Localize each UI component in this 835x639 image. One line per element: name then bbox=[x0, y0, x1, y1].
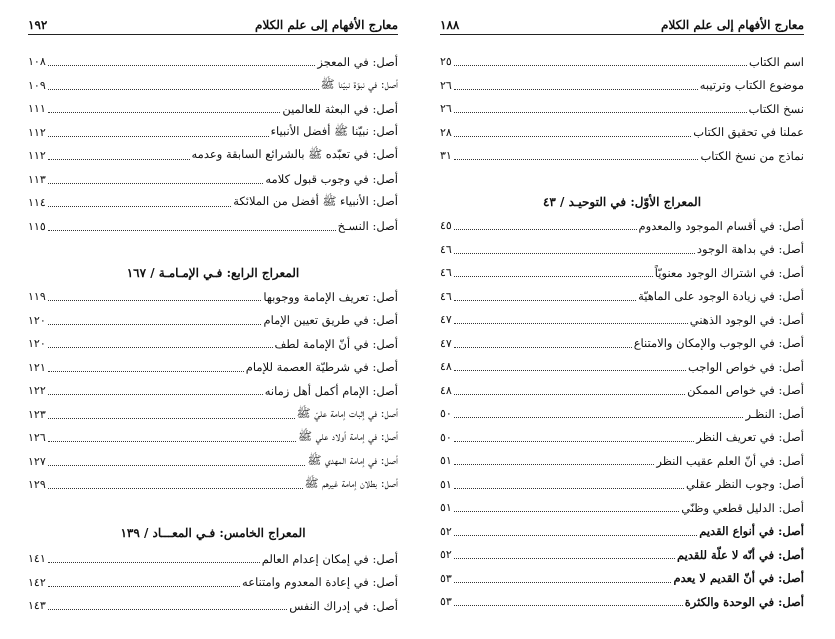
dot-leader bbox=[48, 609, 287, 610]
toc-entry-title: أصل: في أنّ القديم لا يعدم bbox=[673, 571, 804, 586]
toc-entry-page-number: ٢٦ bbox=[440, 102, 452, 116]
toc-entry-title: أصل: النظـر bbox=[745, 406, 804, 421]
toc-entry-title: أصل: الأنبياء ﷺ أفضل من الملائكة bbox=[233, 194, 398, 209]
toc-entry-title: اسم الكتاب bbox=[749, 54, 804, 69]
right-page-header bbox=[440, 12, 804, 35]
dot-leader bbox=[48, 65, 316, 66]
section-title-maad: المعراج الخامس: فـي المعـــاد / ١٣٩ bbox=[120, 526, 306, 540]
dot-leader bbox=[454, 464, 655, 465]
toc-entry-title: أصل: في أقسام الموجود والمعدوم bbox=[638, 218, 804, 233]
toc-entry bbox=[28, 215, 398, 239]
toc-entry bbox=[440, 496, 804, 520]
toc-entry bbox=[28, 97, 398, 121]
dot-leader bbox=[48, 230, 336, 231]
toc-entry-title: أصل: في الوحدة والكثرة bbox=[684, 594, 804, 609]
running-title: معارج الأفهام إلى علم الكلام bbox=[255, 18, 398, 32]
toc-entry bbox=[440, 50, 804, 74]
dot-leader bbox=[48, 89, 319, 90]
toc-entry bbox=[28, 473, 398, 497]
page-number: ١٩٢ bbox=[28, 18, 48, 32]
toc-entry bbox=[28, 332, 398, 356]
section-title-tawhid: المعراج الأوّل: في التوحيـد / ٤٣ bbox=[542, 195, 702, 209]
toc-entry-page-number: ١٢٦ bbox=[28, 431, 46, 445]
toc-entry-title: أصل: في الوجود الذهني bbox=[689, 312, 804, 327]
toc-entry-title: أصل: في إمامة أولاد علي ﷺ bbox=[298, 429, 398, 444]
toc-entry-title: أصل: في أنّه لا علّة للقديم bbox=[677, 547, 804, 562]
toc-entry bbox=[440, 473, 804, 497]
running-title: معارج الأفهام إلى علم الكلام bbox=[661, 18, 804, 32]
toc-entry bbox=[440, 285, 804, 309]
toc-entry bbox=[28, 426, 398, 450]
toc-entry-title: أصل: في خواص الممكن bbox=[687, 383, 804, 398]
dot-leader bbox=[48, 347, 273, 348]
toc-entry-page-number: ٤٦ bbox=[440, 289, 452, 303]
toc-entry-page-number: ١٤٢ bbox=[28, 575, 46, 589]
toc-entry-page-number: ٥٠ bbox=[440, 430, 452, 444]
toc-entry bbox=[28, 594, 398, 618]
toc-entry-page-number: ٥٢ bbox=[440, 524, 452, 538]
toc-entry bbox=[440, 520, 804, 544]
toc-entry-page-number: ٥١ bbox=[440, 477, 452, 491]
toc-entry-title: أصل: في إمامة المهدي ﷺ bbox=[307, 452, 398, 467]
toc-entry-title: أصل: في البعثة للعالمين bbox=[282, 101, 398, 116]
section-title-imamate: المعراج الرابع: فـي الإمـامـة / ١٦٧ bbox=[126, 266, 300, 280]
toc-entry bbox=[440, 261, 804, 285]
dot-leader bbox=[454, 159, 699, 160]
dot-leader bbox=[48, 112, 281, 113]
toc-entry bbox=[440, 402, 804, 426]
toc-entry bbox=[28, 571, 398, 595]
toc-entry-page-number: ٢٥ bbox=[440, 55, 452, 69]
dot-leader bbox=[454, 276, 653, 277]
toc-entry bbox=[28, 168, 398, 192]
toc-entry-title: أصل: في إعادة المعدوم وامتناعه bbox=[242, 575, 398, 590]
dot-leader bbox=[454, 605, 683, 606]
left-page bbox=[28, 0, 398, 639]
toc-entry-page-number: ١١٢ bbox=[28, 125, 46, 139]
toc-entry-page-number: ١٢١ bbox=[28, 360, 46, 374]
toc-entry-page-number: ١١٩ bbox=[28, 290, 46, 304]
toc-entry-title: أصل: الدليل قطعي وظنّي bbox=[681, 500, 804, 515]
toc-entry-page-number: ٥٣ bbox=[440, 595, 452, 609]
toc-entry-page-number: ١٠٩ bbox=[28, 78, 46, 92]
toc-entry-title: أصل: النسـخ bbox=[337, 219, 398, 234]
toc-list bbox=[28, 547, 398, 618]
dot-leader bbox=[48, 586, 240, 587]
toc-entry bbox=[440, 74, 804, 98]
toc-entry-page-number: ١٠٨ bbox=[28, 55, 46, 69]
toc-entry bbox=[440, 543, 804, 567]
toc-entry bbox=[28, 144, 398, 168]
toc-entry-page-number: ٥٣ bbox=[440, 571, 452, 585]
toc-entry-title: أصل: في الوجوب والإمكان والامتناع bbox=[633, 336, 804, 351]
toc-entry-title: أصل: في إمكان إعدام العالم bbox=[261, 551, 398, 566]
toc-entry-title: أصل: في أنّ العلم عقيب النظر bbox=[656, 453, 804, 468]
dot-leader bbox=[454, 370, 686, 371]
dot-leader bbox=[48, 300, 262, 301]
toc-entry-title: أصل: في تعبّده ﷺ بالشرائع السابقة وعدمه bbox=[191, 147, 398, 162]
dot-leader bbox=[454, 558, 675, 559]
toc-entry-title: أصل: في زيادة الوجود على الماهيّة bbox=[638, 289, 804, 304]
toc-entry bbox=[440, 214, 804, 238]
toc-entry bbox=[440, 121, 804, 145]
toc-entry-page-number: ١٤١ bbox=[28, 552, 46, 566]
toc-entry-title: نسخ الكتاب bbox=[748, 101, 804, 116]
toc-entry-page-number: ٥٢ bbox=[440, 548, 452, 562]
toc-entry-page-number: ١٢٢ bbox=[28, 384, 46, 398]
toc-entry bbox=[28, 356, 398, 380]
toc-list bbox=[28, 50, 398, 238]
toc-entry-title: أصل: في خواص الواجب bbox=[688, 359, 804, 374]
dot-leader bbox=[454, 582, 672, 583]
toc-entry bbox=[28, 285, 398, 309]
dot-leader bbox=[454, 89, 698, 90]
toc-entry-page-number: ٢٨ bbox=[440, 125, 452, 139]
toc-entry-title: أصل: في تعريف النظر bbox=[696, 430, 804, 445]
toc-entry-page-number: ١٢٣ bbox=[28, 407, 46, 421]
toc-entry bbox=[440, 144, 804, 168]
toc-entry-title: أصل: في المعجز bbox=[317, 54, 398, 69]
toc-entry-page-number: ٤٨ bbox=[440, 383, 452, 397]
dot-leader bbox=[48, 324, 262, 325]
dot-leader bbox=[48, 562, 260, 563]
dot-leader bbox=[454, 229, 637, 230]
dot-leader bbox=[48, 159, 190, 160]
dot-leader bbox=[48, 488, 303, 489]
toc-entry bbox=[28, 74, 398, 98]
dot-leader bbox=[454, 417, 744, 418]
toc-entry-title: أصل: في إثبات إمامة عليّ ﷺ bbox=[296, 405, 398, 420]
toc-entry-title: أصل: في طريق تعيين الإمام bbox=[263, 313, 398, 328]
toc-entry-page-number: ١٢٠ bbox=[28, 337, 46, 351]
dot-leader bbox=[454, 511, 679, 512]
toc-entry-title: أصل: في بداهة الوجود bbox=[696, 242, 804, 257]
toc-entry-title: أصل: في وجوب قبول كلامه bbox=[265, 172, 398, 187]
dot-leader bbox=[48, 394, 263, 395]
dot-leader bbox=[48, 418, 295, 419]
toc-entry-page-number: ١٤٣ bbox=[28, 599, 46, 613]
toc-entry-page-number: ٥١ bbox=[440, 501, 452, 515]
toc-entry-page-number: ١٢٠ bbox=[28, 313, 46, 327]
dot-leader bbox=[48, 371, 244, 372]
toc-entry-title: أصل: في شرطيّة العصمة للإمام bbox=[245, 360, 398, 375]
toc-entry-page-number: ١١٢ bbox=[28, 149, 46, 163]
toc-entry-page-number: ٤٦ bbox=[440, 266, 452, 280]
dot-leader bbox=[48, 465, 306, 466]
toc-entry bbox=[440, 426, 804, 450]
toc-entry bbox=[440, 379, 804, 403]
dot-leader bbox=[48, 136, 269, 137]
toc-entry-title: أصل: في إدراك النفس bbox=[289, 598, 398, 613]
dot-leader bbox=[48, 183, 264, 184]
toc-entry-page-number: ٤٦ bbox=[440, 242, 452, 256]
toc-entry bbox=[28, 191, 398, 215]
toc-entry bbox=[440, 567, 804, 591]
dot-leader bbox=[454, 112, 747, 113]
toc-entry-page-number: ١١٣ bbox=[28, 172, 46, 186]
dot-leader bbox=[454, 300, 636, 301]
dot-leader bbox=[454, 441, 694, 442]
dot-leader bbox=[48, 206, 232, 207]
dot-leader bbox=[454, 136, 691, 137]
toc-entry-title: أصل: في أنواع القديم bbox=[699, 524, 804, 539]
dot-leader bbox=[48, 441, 296, 442]
dot-leader bbox=[454, 347, 632, 348]
toc-entry bbox=[28, 403, 398, 427]
toc-entry-page-number: ١٢٧ bbox=[28, 454, 46, 468]
toc-entry-title: أصل: في نبوّة نبيّنا ﷺ bbox=[320, 76, 398, 91]
toc-entry bbox=[28, 50, 398, 74]
toc-entry-title: أصل: بطلان إمامة غيرهم ﷺ bbox=[304, 476, 398, 491]
dot-leader bbox=[454, 65, 747, 66]
toc-entry-page-number: ٣١ bbox=[440, 149, 452, 163]
toc-entry-page-number: ١١٤ bbox=[28, 196, 46, 210]
toc-entry-title: أصل: في اشتراك الوجود معنويّاً bbox=[654, 265, 804, 280]
toc-entry bbox=[440, 449, 804, 473]
toc-entry bbox=[440, 355, 804, 379]
toc-entry-title: موضوع الكتاب وترتيبه bbox=[699, 78, 804, 93]
toc-entry-title: أصل: وجوب النظر عقلي bbox=[686, 477, 804, 492]
toc-entry-page-number: ٥٠ bbox=[440, 407, 452, 421]
toc-entry bbox=[440, 238, 804, 262]
page-number: ١٨٨ bbox=[440, 18, 460, 32]
toc-entry-page-number: ٤٧ bbox=[440, 313, 452, 327]
toc-entry bbox=[28, 309, 398, 333]
toc-entry-title: عملنا في تحقيق الكتاب bbox=[693, 125, 804, 140]
toc-entry-page-number: ٥١ bbox=[440, 454, 452, 468]
right-page bbox=[440, 0, 804, 639]
toc-entry bbox=[440, 308, 804, 332]
dot-leader bbox=[454, 488, 684, 489]
toc-entry-page-number: ٤٧ bbox=[440, 336, 452, 350]
toc-entry bbox=[28, 547, 398, 571]
toc-entry-title: أصل: تعريف الإمامة ووجوبها bbox=[263, 289, 398, 304]
toc-list bbox=[440, 50, 804, 168]
toc-entry-page-number: ١١٥ bbox=[28, 219, 46, 233]
dot-leader bbox=[454, 323, 688, 324]
toc-list bbox=[28, 285, 398, 497]
toc-list bbox=[440, 214, 804, 614]
toc-entry-title: نماذج من نسخ الكتاب bbox=[700, 148, 804, 163]
toc-entry bbox=[28, 450, 398, 474]
toc-entry-page-number: ٢٦ bbox=[440, 78, 452, 92]
toc-entry-page-number: ٤٨ bbox=[440, 360, 452, 374]
toc-entry-title: أصل: نبيّنا ﷺ أفضل الأنبياء bbox=[270, 123, 398, 138]
toc-entry bbox=[440, 332, 804, 356]
dot-leader bbox=[454, 535, 697, 536]
toc-entry-page-number: ٤٥ bbox=[440, 219, 452, 233]
toc-entry bbox=[28, 379, 398, 403]
dot-leader bbox=[454, 394, 685, 395]
toc-entry bbox=[440, 590, 804, 614]
toc-entry bbox=[28, 121, 398, 145]
toc-entry-page-number: ١٢٩ bbox=[28, 478, 46, 492]
toc-entry-title: أصل: الإمام أكمل أهل زمانه bbox=[264, 383, 398, 398]
dot-leader bbox=[454, 253, 695, 254]
toc-entry-page-number: ١١١ bbox=[28, 102, 46, 116]
toc-entry-title: أصل: في أنّ الإمامة لطف bbox=[274, 336, 398, 351]
left-page-header bbox=[28, 12, 398, 35]
toc-entry bbox=[440, 97, 804, 121]
